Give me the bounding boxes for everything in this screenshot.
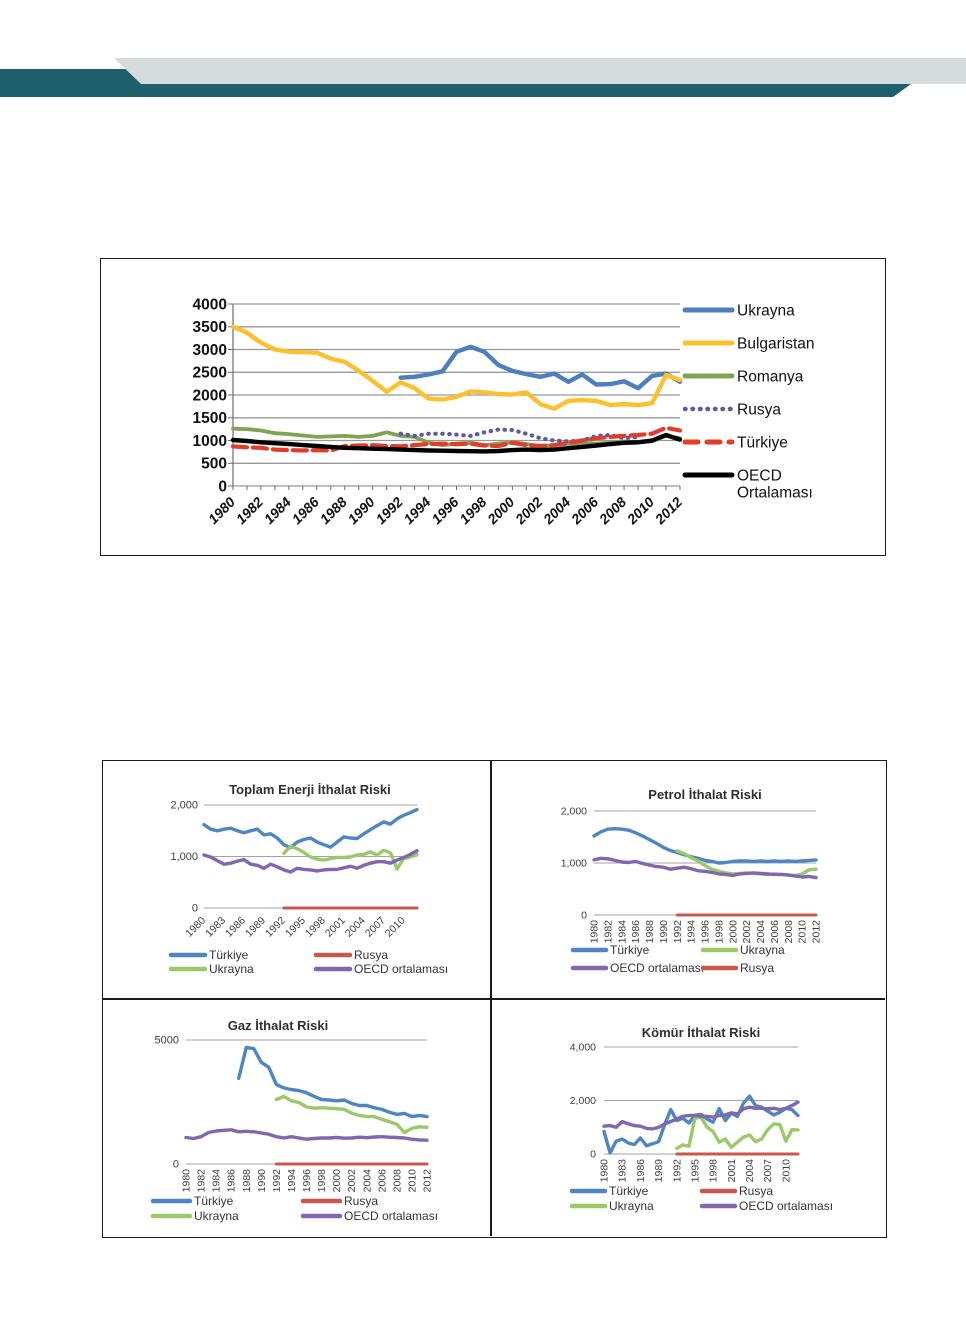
x-axis-tick-label: 1992 xyxy=(671,1159,684,1183)
x-axis-tick-label: 2000 xyxy=(331,1169,344,1193)
y-axis-tick-label: 0 xyxy=(218,478,227,496)
x-axis-tick-label: 1990 xyxy=(255,1169,268,1193)
x-axis-tick-label: 1986 xyxy=(634,1159,647,1183)
series-line-türkiye xyxy=(594,829,816,863)
x-axis-tick-label: 1998 xyxy=(707,1159,720,1183)
x-axis-tick-label: 2010 xyxy=(406,1169,419,1193)
x-axis-tick-label: 2002 xyxy=(346,1169,359,1193)
x-axis-tick-label: 1980 xyxy=(598,1159,611,1183)
legend-label: Rusya xyxy=(739,1184,774,1198)
x-axis-tick-label: 1983 xyxy=(203,914,229,940)
x-axis-tick-label: 2012 xyxy=(651,493,686,528)
x-axis-tick-label: 1992 xyxy=(262,914,288,940)
legend-label: OECD ortalaması xyxy=(739,1199,834,1213)
x-axis-tick-label: 1980 xyxy=(180,1169,193,1193)
legend-label: Ortalaması xyxy=(737,484,813,502)
y-axis-tick-label: 4,000 xyxy=(569,1041,596,1054)
x-axis-tick-label: 1990 xyxy=(657,920,670,944)
x-axis-tick-label: 1986 xyxy=(225,1169,238,1193)
x-axis-tick-label: 1992 xyxy=(270,1169,283,1193)
x-axis-tick-label: 1988 xyxy=(316,493,350,528)
x-axis-tick-label: 2010 xyxy=(623,493,658,528)
y-axis-tick-label: 0 xyxy=(191,902,198,915)
header-banner xyxy=(0,0,966,110)
chart-title: Kömür İthalat Riski xyxy=(641,1025,761,1040)
legend-label: OECD ortalaması xyxy=(610,961,705,975)
x-axis-tick-label: 1995 xyxy=(282,914,308,940)
series-line-bulgaristan xyxy=(233,327,680,409)
legend-label: Ukrayna xyxy=(740,943,785,957)
x-axis-tick-label: 1984 xyxy=(616,920,629,944)
x-axis-tick-label: 1980 xyxy=(204,493,239,528)
legend-label: Ukrayna xyxy=(737,302,795,320)
y-axis-tick-label: 3000 xyxy=(192,341,227,359)
y-axis-tick-label: 500 xyxy=(201,455,227,473)
y-axis-tick-label: 5000 xyxy=(154,1034,179,1047)
petrol-ithalat-riski-chart xyxy=(492,761,885,997)
y-axis-tick-label: 4000 xyxy=(192,296,227,314)
x-axis-tick-label: 2000 xyxy=(484,493,518,528)
x-axis-tick-label: 2012 xyxy=(810,920,823,944)
y-axis-tick-label: 2,000 xyxy=(560,805,587,818)
x-axis-tick-label: 2001 xyxy=(725,1159,738,1183)
energy-import-risk-chart-panel xyxy=(100,258,886,556)
x-axis-tick-label: 2004 xyxy=(744,1159,756,1183)
x-axis-tick-label: 2002 xyxy=(741,920,754,944)
x-axis-tick-label: 2006 xyxy=(376,1169,389,1193)
series-line-oecd-ortalaması xyxy=(604,1102,798,1129)
legend-label: Rusya xyxy=(354,948,389,962)
legend-label: Türkiye xyxy=(609,1184,649,1198)
series-line-ukrayna xyxy=(401,347,680,388)
y-axis-tick-label: 3500 xyxy=(192,319,227,336)
x-axis-tick-label: 1982 xyxy=(232,493,267,528)
x-axis-tick-label: 2004 xyxy=(755,920,767,944)
legend-label: Rusya xyxy=(737,401,781,419)
x-axis-tick-label: 2010 xyxy=(382,914,408,940)
gaz-ithalat-riski-chart xyxy=(103,1000,489,1235)
x-axis-tick-label: 1982 xyxy=(602,920,615,944)
x-axis-tick-label: 2007 xyxy=(362,914,388,940)
x-axis-tick-label: 1994 xyxy=(685,920,698,944)
header-banner-gray-stripe xyxy=(114,58,966,84)
legend-label: Türkiye xyxy=(610,943,650,957)
x-axis-tick-label: 2002 xyxy=(512,493,546,528)
legend-label: Türkiye xyxy=(209,948,249,962)
y-axis-tick-label: 0 xyxy=(590,1148,596,1161)
x-axis-tick-label: 1986 xyxy=(288,493,322,528)
x-axis-tick-label: 1988 xyxy=(644,920,656,944)
x-axis-tick-label: 1982 xyxy=(195,1169,208,1193)
x-axis-tick-label: 1980 xyxy=(183,914,209,940)
x-axis-tick-label: 2004 xyxy=(540,493,574,528)
legend-label: Ukrayna xyxy=(609,1199,654,1213)
x-axis-tick-label: 1998 xyxy=(456,493,490,528)
y-axis-tick-label: 0 xyxy=(172,1158,179,1171)
x-axis-tick-label: 1998 xyxy=(302,914,328,940)
x-axis-tick-label: 2004 xyxy=(342,914,368,940)
x-axis-tick-label: 1998 xyxy=(316,1169,329,1193)
y-axis-tick-label: 1,000 xyxy=(170,851,198,864)
x-axis-tick-label: 2008 xyxy=(595,493,630,528)
y-axis-tick-label: 2,000 xyxy=(569,1095,596,1108)
legend-label: Rusya xyxy=(344,1194,379,1208)
y-axis-tick-label: 2000 xyxy=(192,387,227,405)
x-axis-tick-label: 2006 xyxy=(567,493,602,528)
legend-label: Ukrayna xyxy=(209,962,254,976)
x-axis-tick-label: 1986 xyxy=(630,920,643,944)
chart-title: Petrol İthalat Riski xyxy=(648,787,762,802)
legend-label: Rusya xyxy=(740,961,775,975)
x-axis-tick-label: 1983 xyxy=(616,1159,629,1183)
series-line-oecd-ortalaması xyxy=(204,851,417,872)
x-axis-tick-label: 1984 xyxy=(210,1169,223,1193)
toplam-enerji-ithalat-riski-chart xyxy=(103,761,489,997)
y-axis-tick-label: 1000 xyxy=(192,432,227,450)
legend-label: OECD ortalaması xyxy=(344,1209,439,1223)
x-axis-tick-label: 2010 xyxy=(796,920,809,944)
fuel-import-risk-grid xyxy=(102,760,887,1238)
legend-label: Ukrayna xyxy=(194,1209,239,1223)
x-axis-tick-label: 1984 xyxy=(260,493,294,528)
x-axis-tick-label: 1994 xyxy=(400,493,434,528)
series-line-türkiye xyxy=(239,1047,427,1116)
y-axis-tick-label: 0 xyxy=(581,909,587,922)
energy-import-risk-chart xyxy=(101,259,883,553)
y-axis-tick-label: 1500 xyxy=(192,410,227,427)
x-axis-tick-label: 1996 xyxy=(428,493,462,528)
x-axis-tick-label: 1990 xyxy=(344,493,378,528)
legend-label: OECD xyxy=(737,467,782,485)
x-axis-tick-label: 2008 xyxy=(782,920,795,944)
x-axis-tick-label: 2001 xyxy=(322,914,348,940)
y-axis-tick-label: 2500 xyxy=(192,364,227,382)
x-axis-tick-label: 1992 xyxy=(671,920,684,944)
series-line-ukrayna xyxy=(677,1117,798,1148)
x-axis-tick-label: 1989 xyxy=(653,1159,666,1183)
x-axis-tick-label: 1994 xyxy=(285,1169,298,1193)
x-axis-tick-label: 2010 xyxy=(780,1159,793,1183)
x-axis-tick-label: 2000 xyxy=(727,920,740,944)
x-axis-tick-label: 1992 xyxy=(372,493,406,528)
legend-label: OECD ortalaması xyxy=(354,962,449,976)
x-axis-tick-label: 2007 xyxy=(762,1159,775,1183)
y-axis-tick-label: 1,000 xyxy=(560,857,587,870)
x-axis-tick-label: 1995 xyxy=(689,1159,702,1183)
x-axis-tick-label: 1996 xyxy=(301,1169,313,1193)
x-axis-tick-label: 2006 xyxy=(768,920,781,944)
x-axis-tick-label: 1986 xyxy=(223,914,249,940)
x-axis-tick-label: 2004 xyxy=(361,1169,374,1193)
komur-ithalat-riski-chart xyxy=(492,1000,885,1235)
legend-label: Türkiye xyxy=(737,434,788,452)
legend-label: Türkiye xyxy=(194,1194,234,1208)
legend-label: Romanya xyxy=(737,368,804,386)
x-axis-tick-label: 2008 xyxy=(391,1169,404,1193)
series-line-oecd-ortalaması xyxy=(186,1130,427,1140)
x-axis-tick-label: 2012 xyxy=(421,1169,434,1193)
x-axis-tick-label: 1998 xyxy=(713,920,726,944)
x-axis-tick-label: 1980 xyxy=(588,920,601,944)
chart-title: Gaz İthalat Riski xyxy=(227,1018,329,1033)
series-line-türkiye xyxy=(204,810,417,848)
x-axis-tick-label: 1989 xyxy=(243,914,269,940)
legend-label: Bulgaristan xyxy=(737,335,815,353)
y-axis-tick-label: 2,000 xyxy=(170,799,198,812)
x-axis-tick-label: 1996 xyxy=(699,920,712,944)
chart-title: Toplam Enerji İthalat Riski xyxy=(229,782,391,797)
x-axis-tick-label: 1988 xyxy=(240,1169,253,1193)
